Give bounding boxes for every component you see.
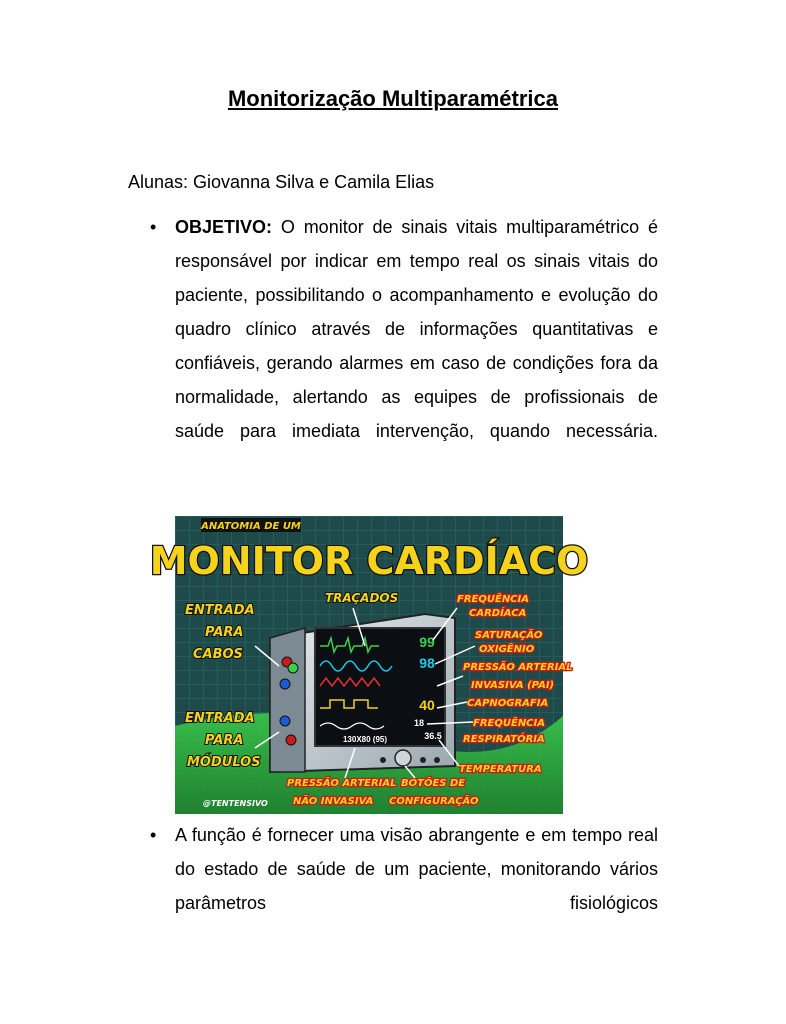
svg-text:ENTRADA: ENTRADA xyxy=(185,603,255,618)
config-button-icon xyxy=(380,757,386,763)
config-button-icon xyxy=(434,757,440,763)
monitor-illustration xyxy=(149,516,589,814)
config-button-icon xyxy=(420,757,426,763)
label-pani-1: PRESSÃO ARTERIAL xyxy=(287,778,397,789)
figure-heading: MONITOR CARDÍACO xyxy=(149,539,589,583)
banner-text: ANATOMIA DE UM xyxy=(201,521,301,532)
authors-line: Alunas: Giovanna Silva e Camila Elias xyxy=(128,172,435,192)
bullet-dot-icon: • xyxy=(150,825,157,845)
hr-value: 99 xyxy=(419,634,435,650)
label-freq-resp-2: RESPIRATÓRIA xyxy=(463,734,545,745)
bullet-lead: OBJETIVO: xyxy=(175,217,273,237)
label-freq-cardiaca-1: FREQUÊNCIA xyxy=(457,594,529,605)
page-title: Monitorização Multiparamétrica xyxy=(227,86,559,111)
svg-text:PARA: PARA xyxy=(205,733,244,748)
bullet-text: A função é fornecer uma visão abrangente e em tempo real do estado de saúde de um paciente, monitorando vários parâmetros fisiológicos xyxy=(175,825,658,913)
label-botoes-1: BOTÕES DE xyxy=(401,778,466,789)
label-freq-cardiaca-2: CARDÍACA xyxy=(469,608,527,619)
svg-text:ENTRADA: ENTRADA xyxy=(185,711,255,726)
bullet-body: O monitor de sinais vitais multiparamétrico é responsável por indicar em tempo real os sinais vitais do paciente, possibilitando o acompanhamento e evolução do quadro clínico através de informações quantitativas e confiáveis, gerando alarmes em caso de condições fora da normalidade, alertando as equipes de profissionais de saúde para imediata intervenção, quando necessária. xyxy=(175,217,658,441)
svg-text:MÓDULOS: MÓDULOS xyxy=(187,755,261,770)
svg-text:CABOS: CABOS xyxy=(193,647,243,662)
nibp-value: 130X80 (95) xyxy=(342,735,388,744)
label-pai-1: PRESSÃO ARTERIAL xyxy=(463,662,573,673)
label-tracados: TRAÇADOS xyxy=(325,591,399,605)
svg-text:PARA: PARA xyxy=(205,625,244,640)
config-knob-icon xyxy=(395,750,411,766)
label-pai-2: INVASIVA (PAI) xyxy=(471,680,555,691)
rr-value: 18 xyxy=(413,718,425,728)
label-pani-2: NÃO INVASIVA xyxy=(293,796,374,807)
temp-value: 36.5 xyxy=(424,731,442,741)
figure-credit: @TENTENSIVO xyxy=(203,799,268,808)
label-freq-resp-1: FREQUÊNCIA xyxy=(473,718,545,729)
bullet-text xyxy=(175,210,658,448)
label-botoes-2: CONFIGURAÇÃO xyxy=(389,796,479,807)
etco2-value: 40 xyxy=(419,697,435,713)
label-capnografia: CAPNOGRAFIA xyxy=(467,698,549,709)
label-saturacao-1: SATURAÇÃO xyxy=(475,630,543,641)
monitor-figure xyxy=(149,516,589,814)
label-temperatura: TEMPERATURA xyxy=(459,764,542,775)
label-saturacao-2: OXIGÊNIO xyxy=(479,644,535,655)
port-blue-icon xyxy=(280,679,290,689)
spo2-value: 98 xyxy=(419,655,435,671)
module-port-icon xyxy=(280,716,290,726)
bullet-dot-icon: • xyxy=(150,217,157,237)
port-green-icon xyxy=(288,663,298,673)
module-port-red-icon xyxy=(286,735,296,745)
monitor-side xyxy=(270,628,305,772)
